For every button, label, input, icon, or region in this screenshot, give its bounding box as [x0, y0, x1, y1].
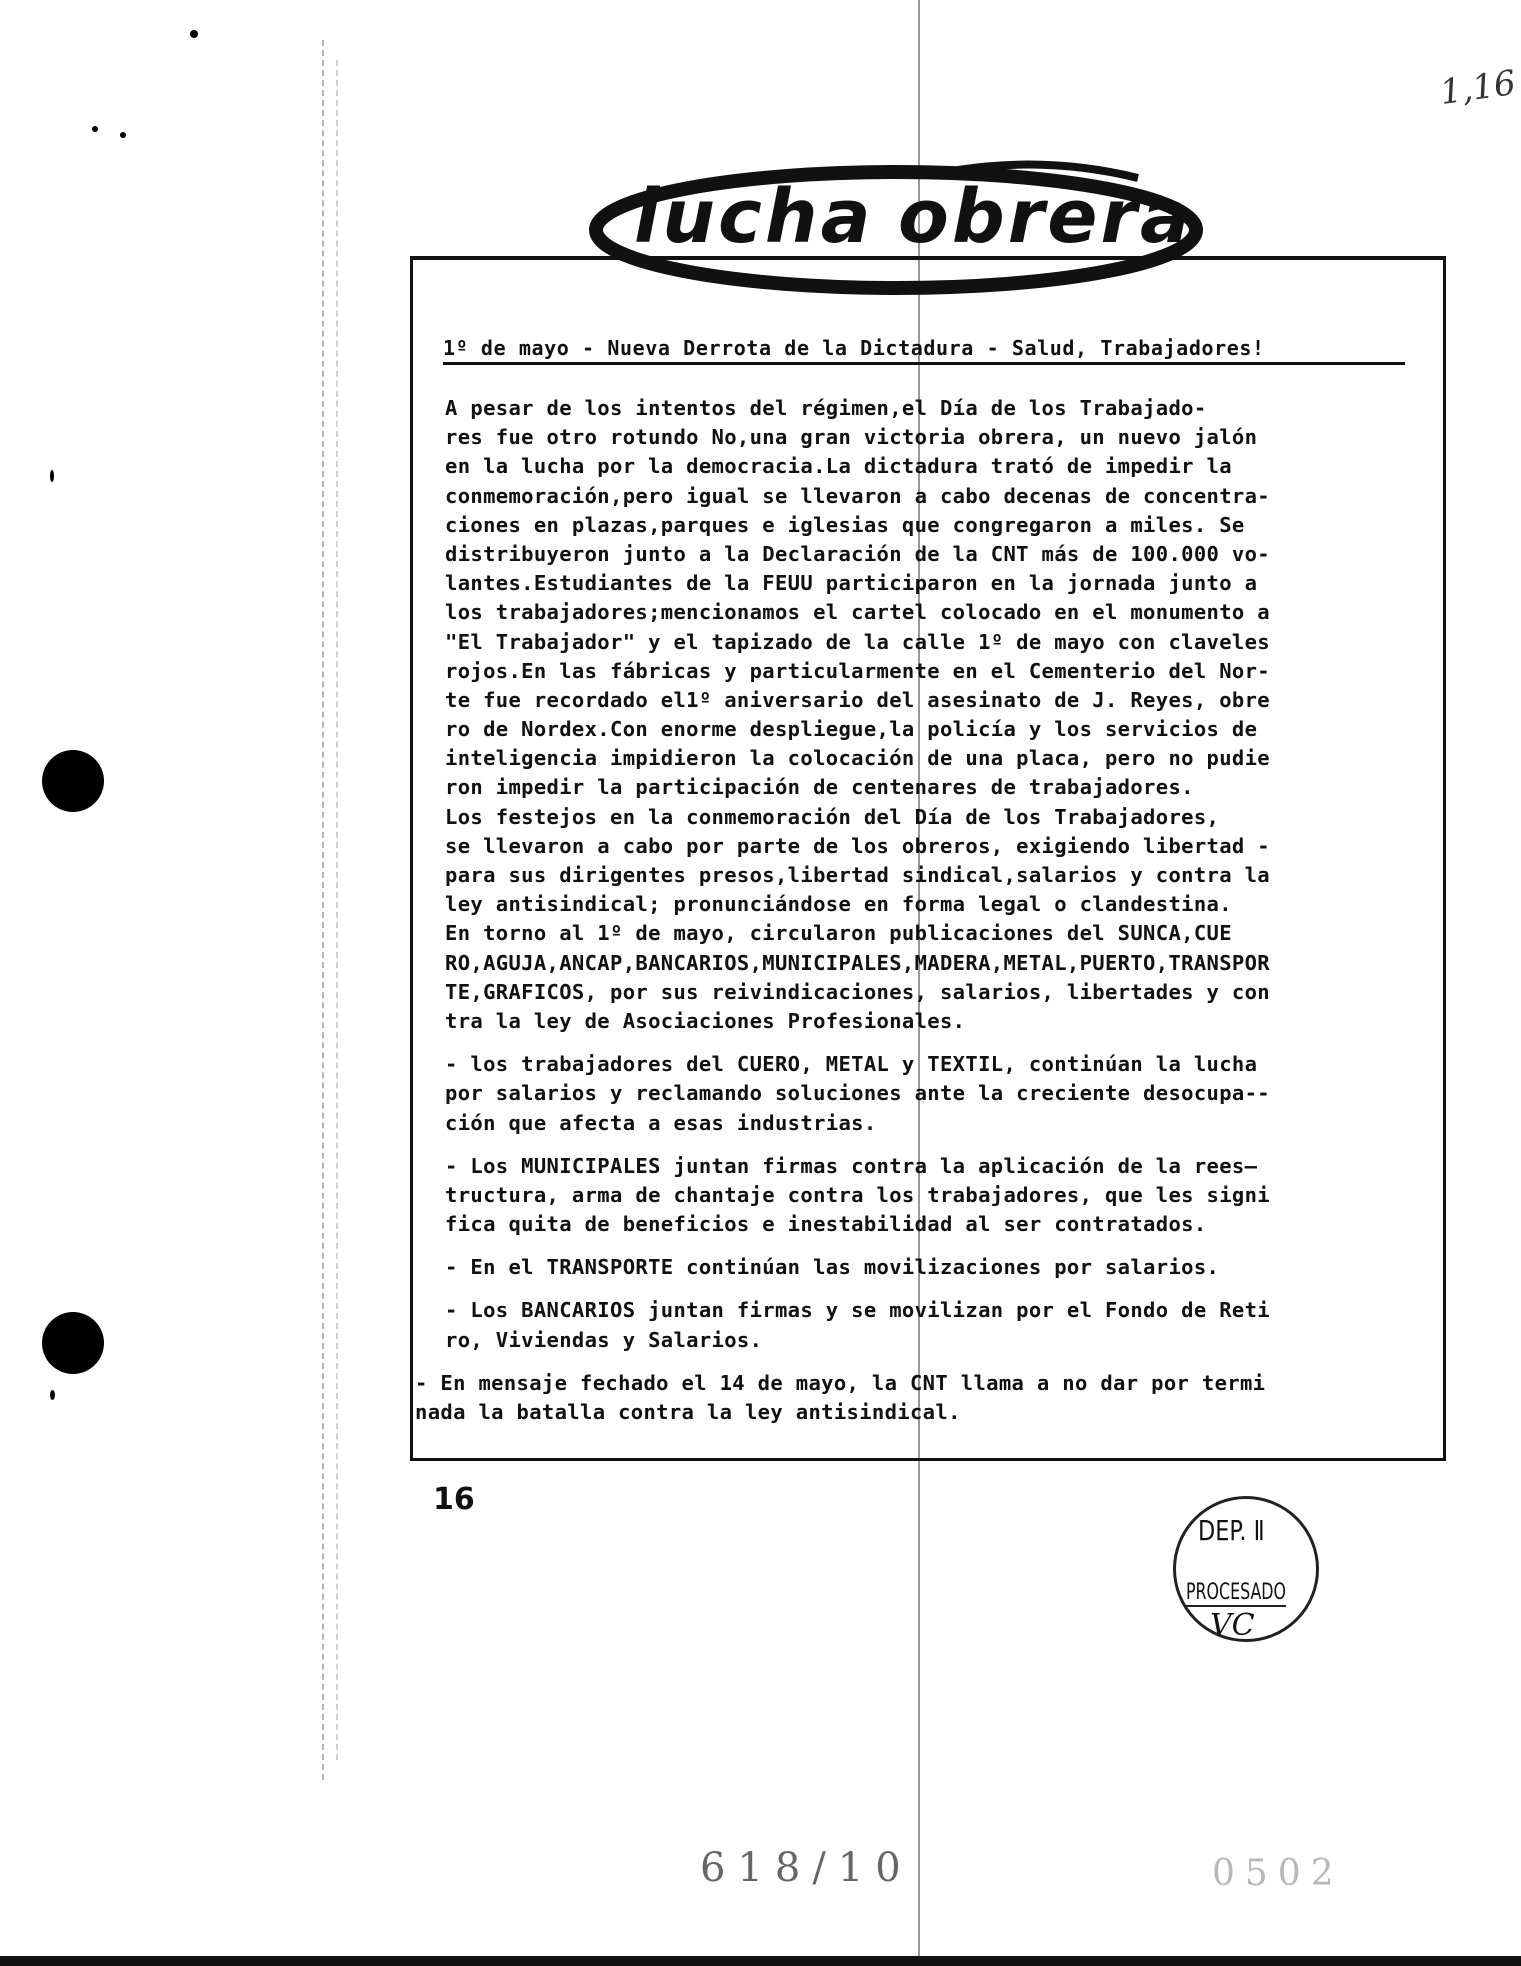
bullet-bancarios: [445, 1296, 1405, 1354]
stamp-initials: VC: [1210, 1608, 1255, 1643]
folio-number: 618/10: [700, 1845, 913, 1891]
body-line: tra la ley de Asociaciones Profesionales.: [445, 1008, 966, 1033]
body-line: Los festejos en la conmemoración del Día de los Trabajadores,: [445, 804, 1220, 829]
scan-speck: [190, 30, 198, 38]
body-line: se llevaron a cabo por parte de los obreros, exigiendo libertad -: [445, 833, 1270, 858]
handwritten-note: 1,16: [1437, 62, 1519, 114]
body-line: distribuyeron junto a la Declaración de la CNT más de 100.000 vo-: [445, 541, 1270, 566]
folio-number-faint: 0502: [1212, 1853, 1344, 1894]
bullet-line: - los trabajadores del CUERO, METAL y TEXTIL, continúan la lucha: [445, 1052, 1258, 1077]
body-line: conmemoración,pero igual se llevaron a cabo decenas de concentra-: [445, 483, 1270, 508]
scan-edge-line: [336, 60, 338, 1760]
bullet-line: - Los MUNICIPALES juntan firmas contra la aplicación de la rees—: [445, 1153, 1258, 1178]
page-number: 16: [433, 1482, 475, 1517]
body-line: ciones en plazas,parques e iglesias que congregaron a miles. Se: [445, 512, 1245, 537]
body-line: lantes.Estudiantes de la FEUU participaron en la jornada junto a: [445, 571, 1258, 596]
body-line: rojos.En las fábricas y particularmente en el Cementerio del Nor-: [445, 658, 1270, 683]
bullet-cnt-mensaje: [415, 1369, 1405, 1427]
bullet-municipales: [445, 1152, 1405, 1240]
punch-hole: [42, 750, 104, 812]
body-line: en la lucha por la democracia.La dictadura trató de impedir la: [445, 454, 1232, 479]
body-line: inteligencia impidieron la colocación de una placa, pero no pudie: [445, 746, 1270, 771]
bullet-line: ro, Viviendas y Salarios.: [445, 1327, 763, 1352]
body-line: ro de Nordex.Con enorme despliegue,la policía y los servicios de: [445, 717, 1258, 742]
bullet-line: - En mensaje fechado el 14 de mayo, la CNT llama a no dar por termi: [415, 1370, 1266, 1395]
body-line: "El Trabajador" y el tapizado de la calle 1º de mayo con claveles: [445, 629, 1270, 654]
bullet-cuero-metal-textil: [445, 1050, 1405, 1138]
scan-edge-line: [322, 40, 324, 1780]
bullet-transporte: [445, 1253, 1405, 1282]
body-line: los trabajadores;mencionamos el cartel colocado en el monumento a: [445, 600, 1270, 625]
body-line: te fue recordado el1º aniversario del asesinato de J. Reyes, obre: [445, 687, 1270, 712]
body-line: A pesar de los intentos del régimen,el Día de los Trabajado-: [445, 396, 1207, 420]
bullet-line: ción que afecta a esas industrias.: [445, 1110, 877, 1135]
scan-speck: [50, 470, 54, 482]
bullet-line: por salarios y reclamando soluciones ante la creciente desocupa--: [445, 1081, 1270, 1106]
scan-bottom-edge: [0, 1956, 1521, 1966]
article-headline: 1º de mayo - Nueva Derrota de la Dictadura - Salud, Trabajadores!: [443, 336, 1405, 365]
body-line: ron impedir la participación de centenares de trabajadores.: [445, 775, 1194, 800]
stamp-department: DEP. Ⅱ: [1198, 1514, 1265, 1547]
punch-hole: [42, 1312, 104, 1374]
bullet-line: - En el TRANSPORTE continúan las movilizaciones por salarios.: [445, 1255, 1220, 1280]
bullet-line: fica quita de beneficios e inestabilidad al ser contratados.: [445, 1212, 1207, 1237]
body-line: RO,AGUJA,ANCAP,BANCARIOS,MUNICIPALES,MADERA,METAL,PUERTO,TRANSPOR: [445, 950, 1270, 975]
stamp-processed-label: PROCESADO: [1186, 1580, 1286, 1605]
body-line: ley antisindical; pronunciándose en forma legal o clandestina.: [445, 892, 1232, 917]
article-body: [415, 394, 1405, 1427]
body-line: para sus dirigentes presos,libertad sindical,salarios y contra la: [445, 863, 1270, 887]
masthead-title-right: obrera: [898, 174, 1193, 260]
bullet-line: - Los BANCARIOS juntan firmas y se movilizan por el Fondo de Reti: [445, 1298, 1270, 1323]
body-line: res fue otro rotundo No,una gran victoria obrera, un nuevo jalón: [445, 425, 1258, 450]
scan-speck: [92, 126, 98, 132]
scan-speck: [120, 132, 126, 138]
body-line: TE,GRAFICOS, por sus reivindicaciones, salarios, libertades y con: [445, 979, 1270, 1004]
scan-speck: [50, 1390, 55, 1400]
bullet-line: tructura, arma de chantaje contra los trabajadores, que les signi: [445, 1182, 1270, 1207]
masthead-title-left: lucha: [634, 174, 874, 260]
body-line: En torno al 1º de mayo, circularon publicaciones del SUNCA,CUE: [445, 921, 1232, 946]
bullet-line: nada la batalla contra la ley antisindical.: [415, 1400, 961, 1424]
